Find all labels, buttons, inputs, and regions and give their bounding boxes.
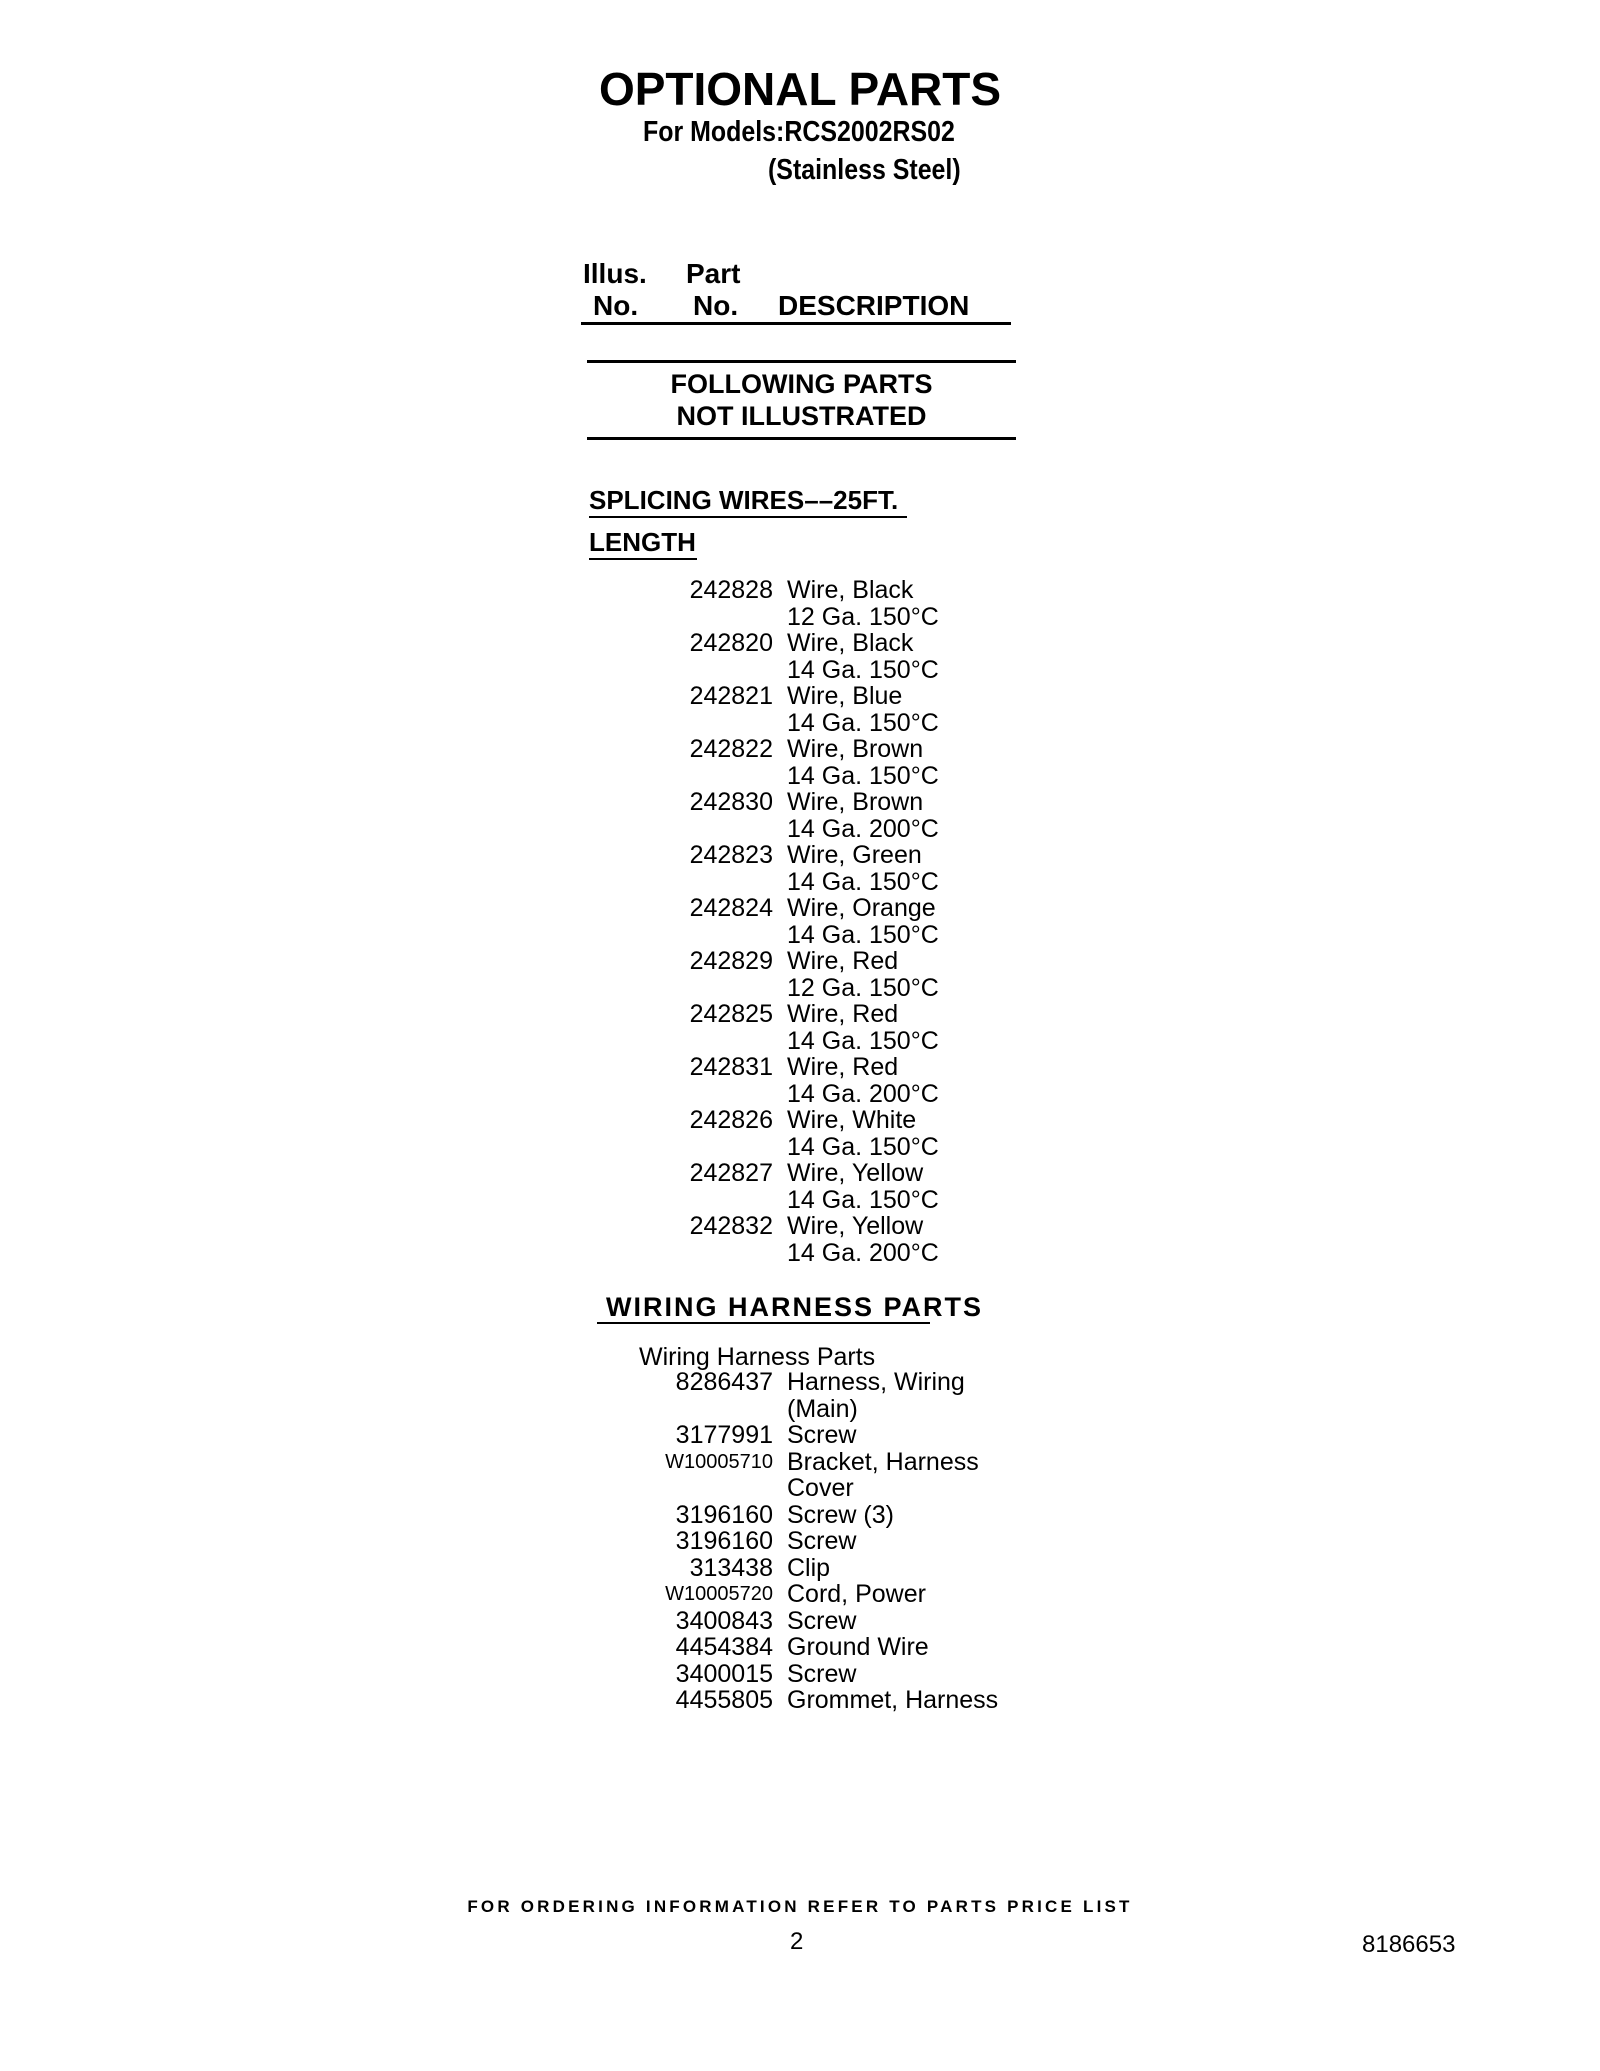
part-number: 242825 [689,1000,773,1028]
header-rule [581,322,1011,325]
part-description: Wire, Red [787,1000,899,1028]
part-number: 242824 [689,894,773,922]
part-description-detail: 14 Ga. 200°C [787,814,939,843]
part-number: 242832 [689,1212,773,1240]
part-description-detail: 14 Ga. 150°C [787,920,939,949]
harness-heading: WIRING HARNESS PARTS [606,1292,984,1322]
part-description: Wire, Black [787,629,914,657]
part-number: 3400015 [675,1659,773,1688]
page-number: 2 [790,1928,804,1955]
part-description: Wire, Orange [787,894,936,922]
part-description: Wire, Brown [787,735,924,763]
part-description: Wire, Black [787,576,914,604]
part-description: Grommet, Harness [787,1686,999,1714]
part-description: Wire, Red [787,1053,899,1081]
illus-header-bottom: No. [593,290,639,321]
part-number: 242831 [689,1053,773,1081]
splicing-heading-line2: LENGTH [589,527,696,557]
notice-bottom-rule [587,437,1016,440]
part-number: 242826 [689,1106,773,1134]
part-description-detail: 12 Ga. 150°C [787,973,939,1002]
part-description-detail: 14 Ga. 150°C [787,1026,939,1055]
part-description-detail: 14 Ga. 150°C [787,867,939,896]
part-number: 3196160 [675,1500,773,1529]
part-description-detail: 14 Ga. 150°C [787,708,939,737]
part-description-detail: 14 Ga. 150°C [787,761,939,790]
part-description-detail: 14 Ga. 150°C [787,655,939,684]
part-number: 242828 [689,576,773,604]
splicing-heading-rule-2 [589,558,697,560]
document-number: 8186653 [1362,1931,1456,1958]
part-description: Screw [787,1659,857,1688]
harness-heading-rule [597,1322,930,1324]
part-description: Wire, Yellow [787,1159,924,1187]
part-description: Wire, White [787,1106,917,1134]
splicing-heading-rule-1 [589,516,907,518]
part-number: 242827 [689,1159,773,1187]
part-description-detail: 14 Ga. 150°C [787,1132,939,1161]
part-description: Wire, Green [787,841,922,869]
part-description-detail: (Main) [787,1394,858,1423]
part-number: 3177991 [675,1421,773,1449]
notice-top-rule [587,360,1016,363]
variant-line: (Stainless Steel) [768,154,961,186]
part-number: 4454384 [675,1633,773,1661]
notice-block [587,368,1016,432]
ordering-note: FOR ORDERING INFORMATION REFER TO PARTS PRICE LIST [467,1897,1133,1916]
part-description: Screw [787,1606,857,1635]
part-description: Bracket, Harness [787,1447,979,1476]
part-number: 313438 [689,1553,773,1582]
part-description: Screw (3) [787,1500,894,1529]
harness-subheading: Wiring Harness Parts [639,1343,876,1371]
part-description: Harness, Wiring [787,1368,965,1396]
part-description: Ground Wire [787,1633,929,1661]
part-description: Wire, Yellow [787,1212,924,1240]
part-number: 4455805 [675,1686,773,1714]
part-number: 242823 [689,841,773,869]
part-header-bottom: No. [693,290,739,321]
part-number: 242829 [689,947,773,975]
part-number: 242821 [689,682,773,710]
part-number: W10005720 [665,1583,773,1605]
splicing-heading-line1: SPLICING WIRES––25FT. [589,485,899,515]
part-header-top: Part [686,258,741,289]
part-number: 3196160 [675,1527,773,1555]
part-number: 242822 [689,735,773,763]
part-description: Clip [787,1553,831,1582]
part-description: Cord, Power [787,1580,926,1608]
part-number: 8286437 [675,1368,773,1396]
notice-line-1: FOLLOWING PARTS [670,369,933,399]
part-description-detail: 14 Ga. 200°C [787,1079,939,1108]
part-description: Wire, Red [787,947,899,975]
models-line: For Models:RCS2002RS02 [643,116,955,148]
illus-header-top: Illus. [583,258,647,289]
part-number: 242820 [689,629,773,657]
part-description-detail: 14 Ga. 150°C [787,1185,939,1214]
part-description: Screw [787,1421,857,1449]
page-title: OPTIONAL PARTS [598,63,1002,115]
part-description-detail: Cover [787,1474,854,1502]
part-description: Wire, Blue [787,682,903,710]
part-number: 3400843 [675,1606,773,1635]
part-description-detail: 12 Ga. 150°C [787,602,939,631]
part-description-detail: 14 Ga. 200°C [787,1238,939,1267]
description-header: DESCRIPTION [778,290,970,321]
part-number: 242830 [689,788,773,816]
notice-line-2: NOT ILLUSTRATED [676,401,927,431]
part-number: W10005710 [665,1450,773,1473]
part-description: Wire, Brown [787,788,924,816]
part-description: Screw [787,1527,857,1555]
